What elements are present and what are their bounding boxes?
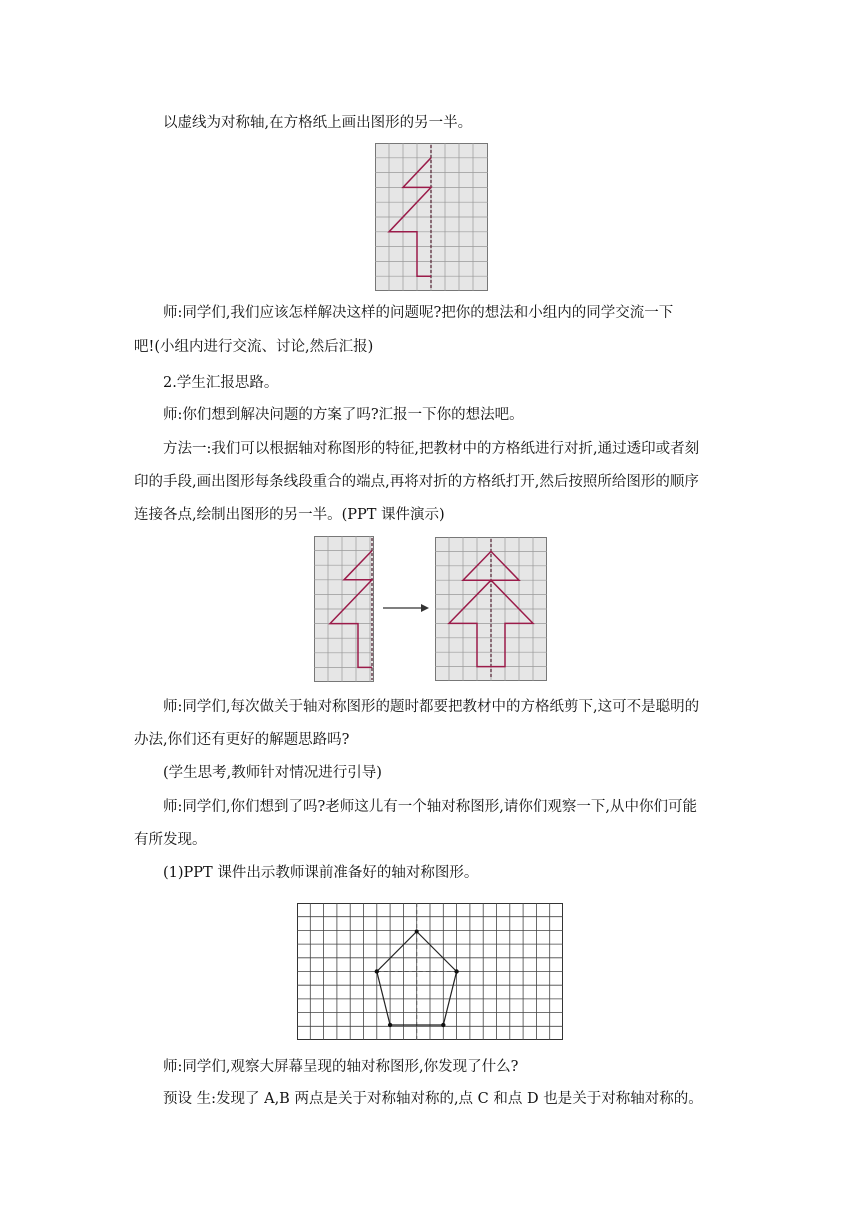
paragraph-3: 2.学生汇报思路。 xyxy=(163,375,279,391)
paragraph-8b: 有所发现。 xyxy=(134,832,207,848)
paragraph-5b: 印的手段,画出图形每条线段重合的端点,再将对折的方格纸打开,然后按照所给图形的顺序 xyxy=(134,474,699,490)
paragraph-6b: 办法,你们还有更好的解题思路吗? xyxy=(134,732,350,748)
point-c xyxy=(388,1023,392,1027)
paragraph-5c: 连接各点,绘制出图形的另一半。(PPT 课件演示) xyxy=(134,507,445,523)
paragraph-5a: 方法一:我们可以根据轴对称图形的特征,把教材中的方格纸进行对折,通过透印或者刻 xyxy=(163,441,700,457)
figure-3-pentagon-grid xyxy=(297,903,563,1040)
paragraph-8a: 师:同学们,你们想到了吗?老师这儿有一个轴对称图形,请你们观察一下,从中你们可能 xyxy=(163,799,697,815)
point-a xyxy=(375,969,379,973)
paragraph-9: (1)PPT 课件出示教师课前准备好的轴对称图形。 xyxy=(163,865,479,881)
figure-2-half-shape-grid xyxy=(314,536,374,682)
paragraph-7: (学生思考,教师针对情况进行引导) xyxy=(163,765,382,781)
pentagon-vertex xyxy=(415,930,419,934)
paragraph-2b: 吧!(小组内进行交流、讨论,然后汇报) xyxy=(134,339,374,355)
point-d xyxy=(441,1023,445,1027)
figure-2-full-shape-grid xyxy=(435,537,547,681)
arrow-icon xyxy=(383,602,429,614)
paragraph-1: 以虚线为对称轴,在方格纸上画出图形的另一半。 xyxy=(163,115,473,131)
paragraph-4: 师:你们想到解决问题的方案了吗?汇报一下你的想法吧。 xyxy=(163,407,524,423)
paragraph-6a: 师:同学们,每次做关于轴对称图形的题时都要把教材中的方格纸剪下,这可不是聪明的 xyxy=(163,699,700,715)
paragraph-2a: 师:同学们,我们应该怎样解决这样的问题呢?把你的想法和小组内的同学交流一下 xyxy=(163,305,674,321)
paragraph-10: 师:同学们,观察大屏幕呈现的轴对称图形,你发现了什么? xyxy=(163,1059,519,1075)
figure-1-half-shape-grid xyxy=(375,143,488,291)
point-b xyxy=(454,969,458,973)
paragraph-11: 预设 生:发现了 A,B 两点是关于对称轴对称的,点 C 和点 D 也是关于对称轴对称的。 xyxy=(163,1091,703,1107)
